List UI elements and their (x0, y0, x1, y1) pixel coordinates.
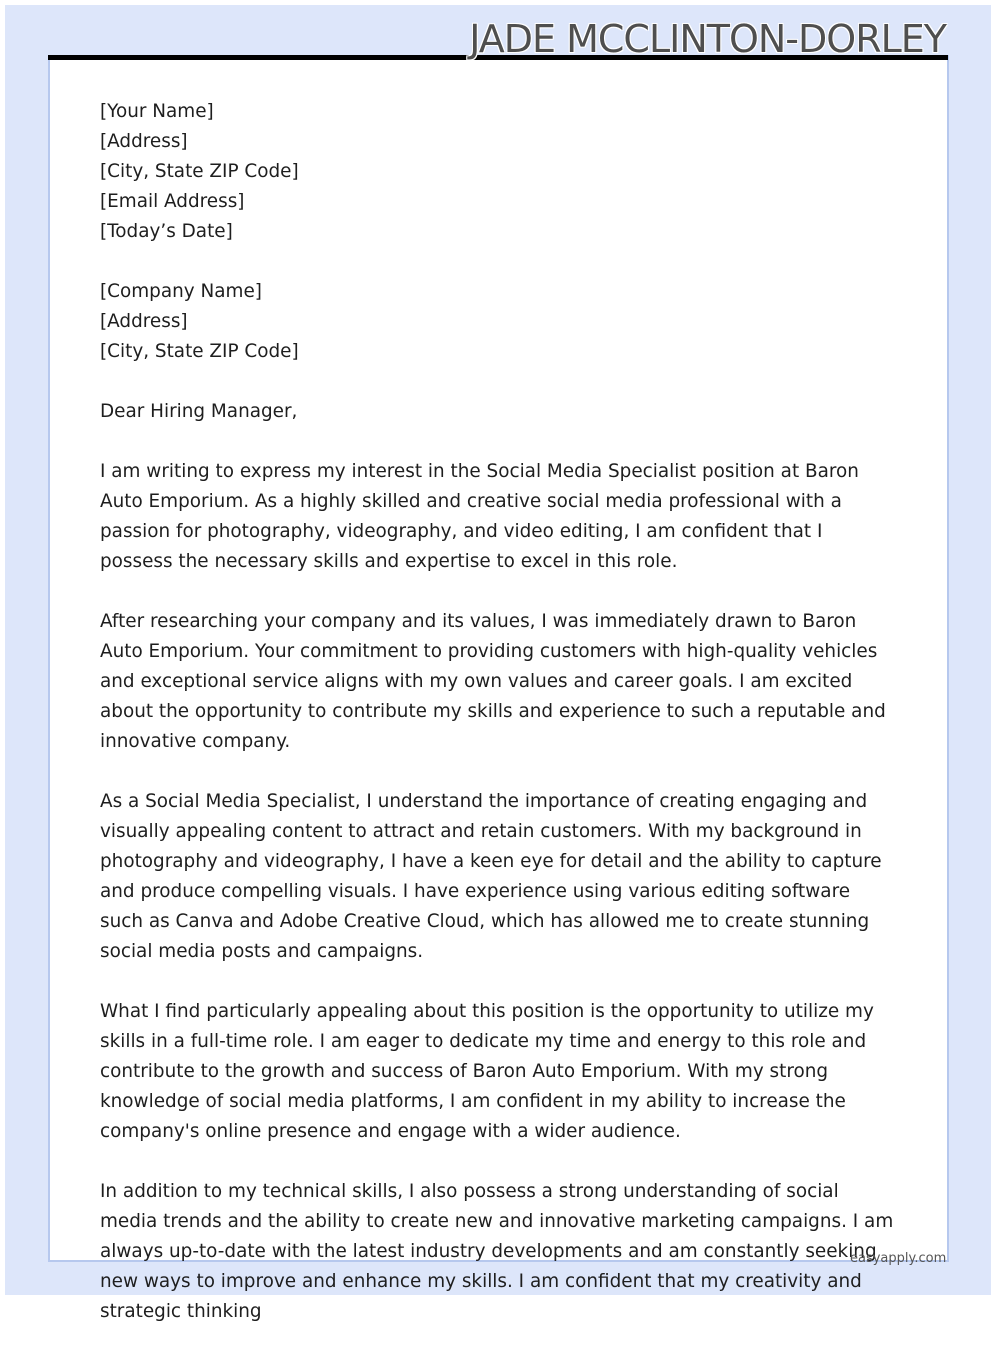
recipient-city-state-zip: [City, State ZIP Code] (100, 341, 299, 362)
sender-city-state-zip: [City, State ZIP Code] (100, 161, 299, 182)
sender-address: [Address] (100, 131, 188, 152)
body-paragraph: As a Social Media Specialist, I understand the importance of creating engaging and visually appealing content to attract and retain customers. With my background in photography and videography, I have a keen eye for detail and the ability to capture and produce compelling visuals. I have experience using various editing software such as Canva and Adobe Creative Cloud, which has allowed me to create stunning social media posts and campaigns. (100, 791, 882, 962)
sender-name: [Your Name] (100, 101, 214, 122)
body-paragraph: After researching your company and its values, I was immediately drawn to Baron Auto Emporium. Your commitment to providing customers with high-quality vehicles and exceptional service aligns with my own values and career goals. I am excited about the opportunity to contribute my skills and experience to such a reputable and innovative company. (100, 611, 886, 752)
recipient-block (100, 277, 895, 367)
letter-body (100, 97, 895, 1357)
spacer (100, 247, 895, 277)
applicant-name-heading: JADE MCCLINTON-DORLEY (469, 17, 946, 61)
sender-email: [Email Address] (100, 191, 245, 212)
spacer (100, 367, 895, 397)
watermark-text: easyapply.com (850, 1251, 947, 1266)
recipient-company: [Company Name] (100, 281, 262, 302)
body-paragraph: I am writing to express my interest in the Social Media Specialist position at Baron Auto Emporium. As a highly skilled and creative social media professional with a passion for photography, videography, and video editing, I am confident that I possess the necessary skills and expertise to excel in this role. (100, 461, 859, 572)
sender-block (100, 97, 895, 247)
sender-date: [Today’s Date] (100, 221, 233, 242)
body-paragraph: In addition to my technical skills, I also possess a strong understanding of social media trends and the ability to create new and innovative marketing campaigns. I am always up-to-date with the latest industry developments and am constantly seeking new ways to improve and enhance my skills. I am confident that my creativity and strategic thinking (100, 1181, 894, 1322)
recipient-address: [Address] (100, 311, 188, 332)
page-background (5, 5, 991, 1322)
salutation: Dear Hiring Manager, (100, 401, 298, 422)
body-paragraph: What I find particularly appealing about this position is the opportunity to utilize my skills in a full-time role. I am eager to dedicate my time and energy to this role and contribute to the growth and success of Baron Auto Emporium. With my strong knowledge of social media platforms, I am confident in my ability to increase the company's online presence and engage with a wider audience. (100, 1001, 874, 1142)
